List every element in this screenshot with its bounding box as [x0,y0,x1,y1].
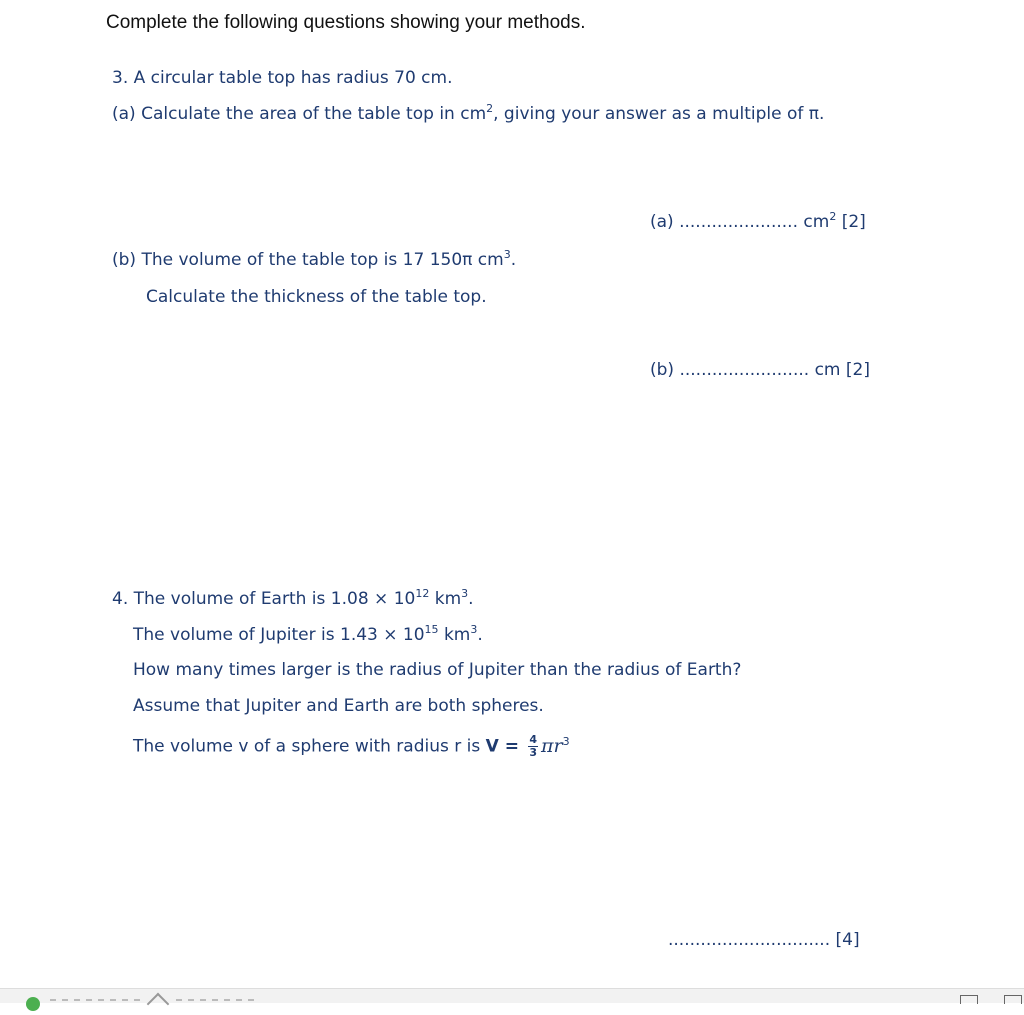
q4-answer-marks: [4] [835,930,860,950]
q4-formula-v: V = [485,736,519,757]
q4-formula-fraction [528,734,538,759]
q4-answer-line [668,930,860,950]
q3b-text-pre: (b) The volume of the table top is 17 150π cm [112,250,504,270]
q4-earth-pre: 4. The volume of Earth is 1.08 × 10 [112,589,416,609]
q4-answer-dots[interactable]: .............................. [668,930,831,950]
toolbar-dashes [50,999,140,1001]
q4-line-earth [112,589,474,609]
status-dot-icon [26,997,40,1011]
q3b-answer-marks: [2] [845,360,870,380]
q4-fraction-denominator: 3 [529,746,538,759]
q4-jupiter-pre: The volume of Jupiter is 1.43 × 10 [133,625,425,645]
q4-earth-post: . [468,589,474,609]
q3a-answer-label: (a) [650,212,674,232]
q3a-text-post: , giving your answer as a multiple of π. [493,104,825,124]
q3b-instruction: Calculate the thickness of the table top. [146,287,487,307]
q3b-answer-label: (b) [650,360,675,380]
q4-formula-pi-r [541,735,570,757]
q4-formula-line [133,734,570,759]
q4-earth-exp: 12 [415,587,430,600]
q3b-answer-dots[interactable]: ........................ [679,360,810,380]
q4-earth-unit: km [429,589,462,609]
q4-question: How many times larger is the radius of Jupiter than the radius of Earth? [133,660,742,680]
q4-formula-text: The volume v of a sphere with radius r is [133,736,481,757]
q4-pi-r-text: πr [541,734,563,757]
panel-icon[interactable] [1004,995,1022,1004]
q4-assumption: Assume that Jupiter and Earth are both spheres. [133,696,544,716]
q3b-answer-unit: cm [814,360,841,380]
q3a-answer-unit-sup: 2 [829,210,837,223]
q4-jupiter-unit: km [438,625,471,645]
q3b-question [112,250,516,270]
q3a-sup: 2 [486,102,494,115]
q4-jupiter-exp: 15 [424,623,439,636]
q3a-answer-unit: cm [803,212,830,232]
q3a-answer-line [650,212,866,232]
q3b-text-post: . [510,250,517,270]
q3b-answer-line [650,360,870,380]
q4-jupiter-unit-sup: 3 [470,623,478,636]
q4-line-jupiter [133,625,483,645]
q3a-question [112,104,824,124]
q4-jupiter-post: . [477,625,483,645]
q3a-answer-dots[interactable]: ...................... [679,212,798,232]
q3-stem: 3. A circular table top has radius 70 cm. [112,68,453,88]
q3a-text-pre: (a) Calculate the area of the table top in cm [112,104,487,124]
bottom-toolbar [0,988,1024,1003]
q3b-sup: 3 [503,248,511,261]
q3a-answer-marks: [2] [841,212,866,232]
tray-icon[interactable] [960,995,978,1004]
q4-r-exponent: 3 [562,734,570,748]
toolbar-dashes-2 [176,999,256,1001]
chevron-up-icon[interactable] [147,993,170,1015]
instructions-text: Complete the following questions showing your methods. [106,12,586,33]
q4-earth-unit-sup: 3 [461,587,469,600]
q4-fraction-numerator: 4 [529,733,538,746]
